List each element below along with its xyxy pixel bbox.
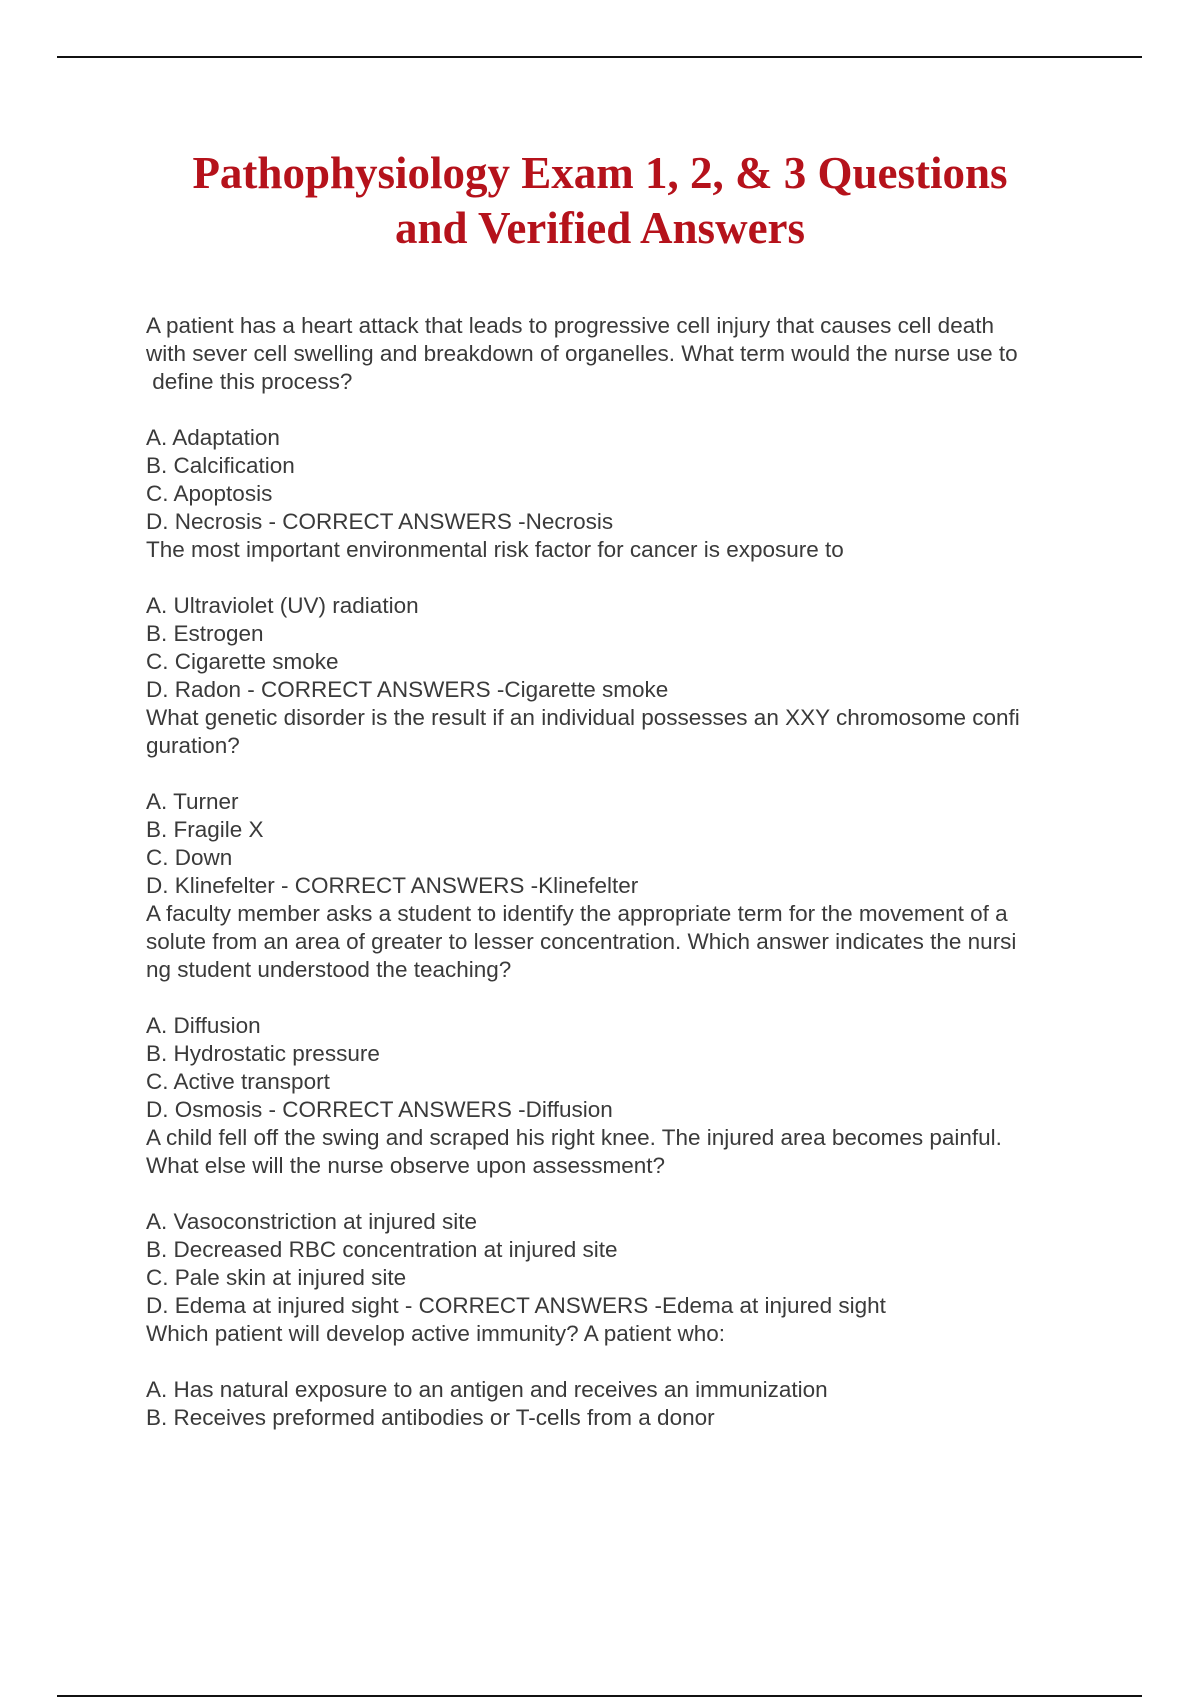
answer-option: B. Calcification	[146, 453, 295, 478]
question-block	[146, 1124, 1096, 1320]
question-text-line: Which patient will develop active immunity? A patient who:	[146, 1321, 726, 1346]
answer-option: A. Has natural exposure to an antigen and receives an immunization	[146, 1377, 828, 1402]
question-text-line: The most important environmental risk factor for cancer is exposure to	[146, 537, 844, 562]
answer-option: B. Fragile X	[146, 817, 264, 842]
document-title	[100, 146, 1100, 256]
answer-option-correct: D. Osmosis - CORRECT ANSWERS -Diffusion	[146, 1097, 613, 1122]
answer-option: A. Vasoconstriction at injured site	[146, 1209, 477, 1234]
question-text-line: What else will the nurse observe upon assessment?	[146, 1153, 666, 1178]
answer-option-correct: D. Radon - CORRECT ANSWERS -Cigarette smoke	[146, 677, 669, 702]
question-text-line: A faculty member asks a student to identify the appropriate term for the movement of a	[146, 901, 1008, 926]
answer-option: C. Down	[146, 845, 233, 870]
answer-option: C. Pale skin at injured site	[146, 1265, 407, 1290]
question-text-line: solute from an area of greater to lesser concentration. Which answer indicates the nursi	[146, 929, 1017, 954]
question-text-line: with sever cell swelling and breakdown of organelles. What term would the nurse use to	[146, 341, 1018, 366]
title-line-1: Pathophysiology Exam 1, 2, & 3 Questions	[192, 148, 1008, 198]
question-block	[146, 704, 1096, 900]
bottom-rule	[57, 1695, 1142, 1697]
question-text-line: ng student understood the teaching?	[146, 957, 512, 982]
answer-option: A. Turner	[146, 789, 239, 814]
questions-body	[146, 312, 1096, 1432]
answer-option: C. Active transport	[146, 1069, 330, 1094]
answer-option-correct: D. Edema at injured sight - CORRECT ANSWERS -Edema at injured sight	[146, 1293, 886, 1318]
answer-option: A. Adaptation	[146, 425, 280, 450]
question-block	[146, 312, 1096, 536]
question-text-line: A child fell off the swing and scraped his right knee. The injured area becomes painful.	[146, 1125, 1002, 1150]
answer-option: C. Apoptosis	[146, 481, 273, 506]
question-text-line: What genetic disorder is the result if an individual possesses an XXY chromosome confi	[146, 705, 1020, 730]
title-line-2: and Verified Answers	[394, 203, 806, 253]
answer-option-correct: D. Necrosis - CORRECT ANSWERS -Necrosis	[146, 509, 614, 534]
answer-option: B. Decreased RBC concentration at injured site	[146, 1237, 618, 1262]
question-text-line: A patient has a heart attack that leads to progressive cell injury that causes cell death	[146, 313, 994, 338]
question-text-line: guration?	[146, 733, 240, 758]
answer-option: A. Ultraviolet (UV) radiation	[146, 593, 419, 618]
answer-option-correct: D. Klinefelter - CORRECT ANSWERS -Klinefelter	[146, 873, 639, 898]
question-text-line: define this process?	[146, 369, 353, 394]
question-block	[146, 1320, 1096, 1432]
answer-option: A. Diffusion	[146, 1013, 261, 1038]
answer-option: B. Receives preformed antibodies or T-cells from a donor	[146, 1405, 715, 1430]
answer-option: B. Hydrostatic pressure	[146, 1041, 380, 1066]
question-block	[146, 900, 1096, 1124]
answer-option: B. Estrogen	[146, 621, 264, 646]
answer-option: C. Cigarette smoke	[146, 649, 339, 674]
top-rule	[57, 56, 1142, 58]
question-block	[146, 536, 1096, 704]
